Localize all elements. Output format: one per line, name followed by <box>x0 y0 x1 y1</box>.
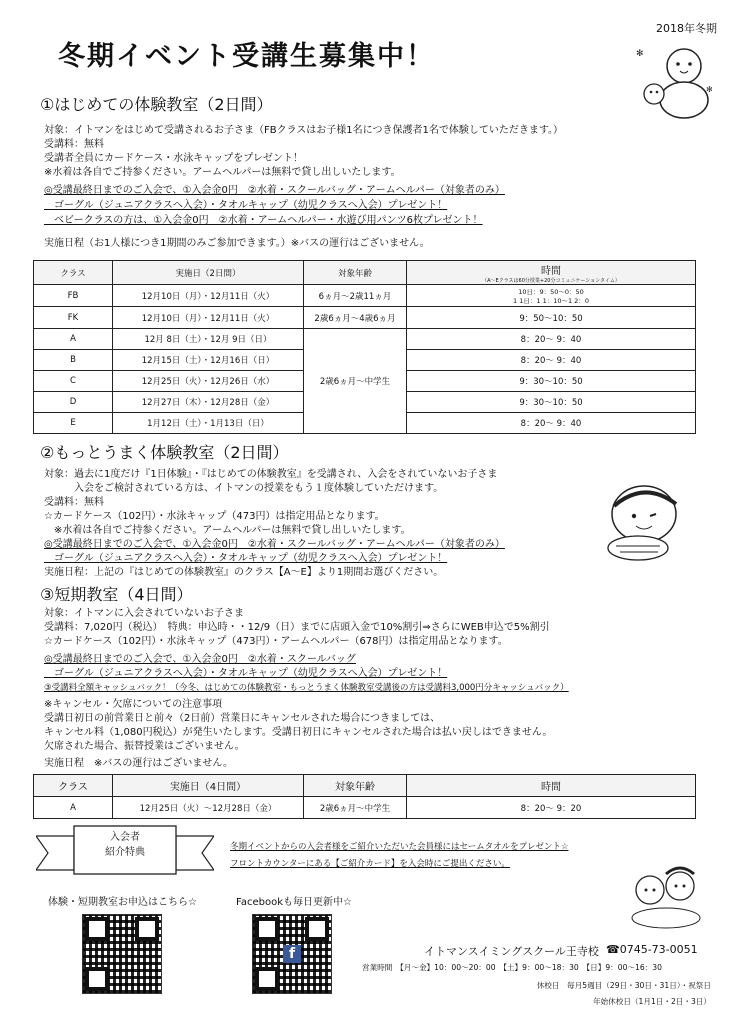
svg-text:✻: ✻ <box>636 49 644 59</box>
s1-r6-class: E <box>34 413 113 434</box>
s1-merged-age: 2歳6ヵ月～中学生 <box>304 329 407 434</box>
ribbon-line-1: 入会者 <box>110 832 140 843</box>
s1-r6-time: 8：20～ 9：40 <box>407 413 696 434</box>
benefit-line-1: 冬期イベントからの入会者様をご紹介いただいた会員様にはセームタオルをプレゼント☆ <box>230 842 569 852</box>
facebook-qr-code[interactable] <box>252 914 332 994</box>
s1-th-time <box>407 261 696 285</box>
s3-th-date: 実施日（4日間） <box>113 775 304 797</box>
season-label: 2018年冬期 <box>656 22 717 35</box>
s1-line-4: ※水着は各自でご持参ください。アームヘルパーは無料で貸し出しいたします。 <box>44 167 401 178</box>
s1-r4-class: C <box>34 371 113 392</box>
business-hours: 営業時間 【月～金】10：00～20：00 【土】9：00～18：30 【日】9：00～16：30 <box>362 963 662 972</box>
s3-th-class: クラス <box>34 775 113 797</box>
s2-line-4: ☆カードケース（102円）・水泳キャップ（473円）は指定用品となります。 <box>44 511 385 522</box>
s1-r5-class: D <box>34 392 113 413</box>
s1-th-date: 実施日（2日間） <box>113 261 304 285</box>
table-row <box>34 329 696 350</box>
s1-r0-class: FB <box>34 285 113 307</box>
s1-line-7: ベビークラスの方は、①入会金0円 ②水着・アームヘルパー・水遊び用パンツ6枚プレゼント！ <box>44 215 483 226</box>
s2-line-6: ◎受講最終日までのご入会で、①入会金0円 ②水着・スクールバッグ・アームヘルパー（対象者のみ） <box>44 539 505 550</box>
svg-text:✻: ✻ <box>706 85 713 94</box>
page-title: 冬期イベント受講生募集中！ <box>58 41 435 72</box>
snowman-illustration <box>632 42 714 122</box>
ribbon-label <box>74 830 176 860</box>
closed-days: 休校日 毎月5週目（29日・30日・31日）・祝祭日 <box>536 981 711 990</box>
s1-line-3: 受講者全員にカードケース・水泳キャップをプレゼント！ <box>44 153 303 164</box>
s2-line-5: ※水着は各自でご持参ください。アームヘルパーは無料で貸し出しいたします。 <box>44 525 411 536</box>
s3-line-10: 欠席された場合、振替授業はございません。 <box>44 741 245 752</box>
s1-r1-age: 2歳6ヵ月～4歳6ヵ月 <box>304 307 407 329</box>
apply-label: 体験・短期教室お申込はこちら☆ <box>48 897 197 908</box>
school-name: イトマンスイミングスクール王寺校 <box>424 945 599 958</box>
s2-line-1: 対象：過去に1度だけ『1日体験』・『はじめての体験教室』を受講され、入会をされていないお子さま <box>44 469 498 480</box>
s3-r0-class: A <box>34 797 113 819</box>
facebook-label: Facebookも毎日更新中☆ <box>236 897 352 908</box>
s3-line-5: ゴーグル（ジュニアクラスへ入会）・タオルキャップ（幼児クラスへ入会）プレゼント！ <box>44 668 448 679</box>
s1-r0-time <box>407 285 696 307</box>
section3-heading: ③短期教室（4日間） <box>40 585 193 604</box>
s2-line-8: 実施日程：上記の『はじめての体験教室』のクラス【A～E】より1期間お選びください。 <box>44 567 444 578</box>
s1-th-time-note: （A～Eクラスは60分授業+20分コミュニケーションタイム） <box>482 277 620 284</box>
s3-line-6: ③受講料全額キャッシュバック！（今冬、はじめての体験教室・もっとうまく体験教室受講後の方は受講料3,000円分キャッシュバック） <box>44 683 569 693</box>
s3-schedule-table <box>33 774 696 819</box>
facebook-icon: f <box>283 945 301 963</box>
s1-r6-date: 1月12日（土）・1月13日（日） <box>113 413 304 434</box>
s1-r0-time-a: 10日：9：50～0：50 <box>518 287 584 296</box>
table-row <box>34 797 696 819</box>
s1-th-time-label: 時間 <box>541 265 561 277</box>
s1-r4-date: 12月25日（火）・12月26日（水） <box>113 371 304 392</box>
s1-line-5: ◎受講最終日までのご入会で、①入会金0円 ②水着・スクールバッグ・アームヘルパー（対象者のみ） <box>44 185 505 196</box>
section2-heading: ②もっとうまく体験教室（2日間） <box>40 443 289 462</box>
s1-schedule-note: 実施日程（お1人様につき1期間のみご参加できます。）※バスの運行はございません。 <box>44 238 430 249</box>
s1-r0-age: 6ヵ月～2歳11ヵ月 <box>304 285 407 307</box>
s2-line-2: 入会をご検討されている方は、イトマンの授業をもう１度体験していただけます。 <box>44 483 444 494</box>
s3-r0-date: 12月25日（火）～12月28日（金） <box>113 797 304 819</box>
s2-line-7: ゴーグル（ジュニアクラスへ入会）・タオルキャップ（幼児クラスへ入会）プレゼント！ <box>44 553 448 564</box>
section1-heading: ①はじめての体験教室（2日間） <box>40 95 273 114</box>
benefit-line-2: フロントカウンターにある【ご紹介カード】を入会時にご提出ください。 <box>230 859 510 869</box>
s1-line-1: 対象：イトマンをはじめて受講されるお子さま（FBクラスはお子様1名につき保護者1名で体験していただきます。） <box>44 125 564 136</box>
new-year-closed: 年始休校日（1月1日・2日・3日） <box>592 997 711 1006</box>
s1-schedule-table <box>33 260 696 434</box>
s3-r0-time: 8：20～ 9：20 <box>407 797 696 819</box>
s1-r5-date: 12月27日（木）・12月28日（金） <box>113 392 304 413</box>
s1-r2-time: 8：20～ 9：40 <box>407 329 696 350</box>
s3-th-age: 対象年齢 <box>304 775 407 797</box>
s1-r3-class: B <box>34 350 113 371</box>
s1-line-2: 受講料：無料 <box>44 139 104 150</box>
s1-r0-date: 12月10日（月）・12月11日（火） <box>113 285 304 307</box>
s1-r1-class: FK <box>34 307 113 329</box>
s1-r1-time: 9：50～10：50 <box>407 307 696 329</box>
s1-th-class: クラス <box>34 261 113 285</box>
mascot-illustration <box>598 476 694 566</box>
s1-r1-date: 12月10日（月）・12月11日（火） <box>113 307 304 329</box>
s1-r0-time-b: 1 1日：1 1：10～1 2：0 <box>513 296 589 305</box>
phone-number: ☎0745-73-0051 <box>606 943 698 956</box>
s1-line-6: ゴーグル（ジュニアクラスへ入会）・タオルキャップ（幼児クラスへ入会）プレゼント！ <box>44 200 448 211</box>
s3-th-time: 時間 <box>407 775 696 797</box>
s3-line-9: キャンセル料（1,080円税込）が発生いたします。受講日初日にキャンセルされた場合は払い戻しはできません。 <box>44 727 553 738</box>
s3-line-2: 受講料：7,020円（税込） 特典：申込時・・12/9（日）までに店頭入金で10%割引⇒さらにWEB申込で5%割引 <box>44 622 550 633</box>
s2-line-3: 受講料：無料 <box>44 497 104 508</box>
s1-r2-class: A <box>34 329 113 350</box>
ribbon-line-2: 紹介特典 <box>105 847 145 858</box>
apply-qr-code[interactable] <box>82 914 162 994</box>
s1-r3-date: 12月15日（土）・12月16日（日） <box>113 350 304 371</box>
s3-line-1: 対象：イトマンに入会されていないお子さま <box>44 608 244 619</box>
s3-schedule-note: 実施日程 ※バスの運行はございません。 <box>44 758 233 769</box>
s1-r4-time: 9：30～10：50 <box>407 371 696 392</box>
s1-r3-time: 8：20～ 9：40 <box>407 350 696 371</box>
table-row <box>34 307 696 329</box>
s1-th-age: 対象年齢 <box>304 261 407 285</box>
s1-r2-date: 12月 8日（土）・12月 9日（日） <box>113 329 304 350</box>
s3-line-4: ◎受講最終日までのご入会で、①入会金0円 ②水着・スクールバッグ <box>44 654 356 665</box>
children-illustration <box>622 862 714 932</box>
s3-line-7: ※キャンセル・欠席についての注意事項 <box>44 699 223 710</box>
s1-r5-time: 9：30～10：50 <box>407 392 696 413</box>
s3-line-3: ☆カードケース（102円）・水泳キャップ（473円）・アームヘルパー（678円）は指定用品となります。 <box>44 636 508 647</box>
s3-line-8: 受講日初日の前営業日と前々（2日前）営業日にキャンセルされた場合につきましては、 <box>44 713 441 724</box>
table-row <box>34 285 696 307</box>
s3-r0-age: 2歳6ヵ月～中学生 <box>304 797 407 819</box>
